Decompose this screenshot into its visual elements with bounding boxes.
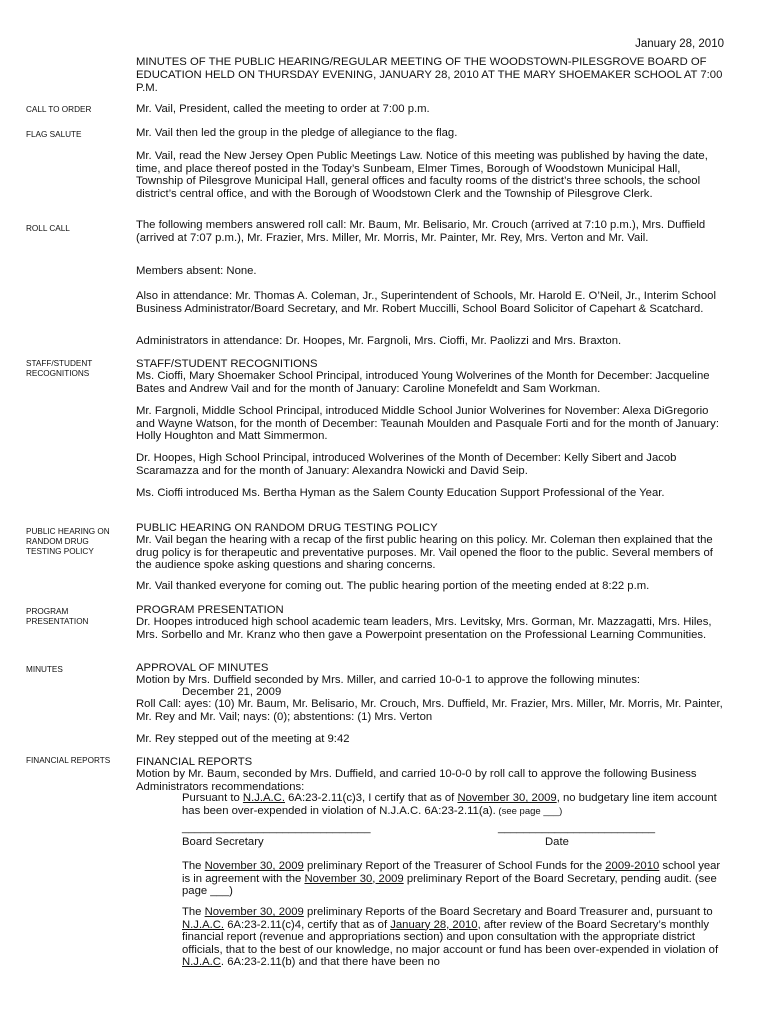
side-label-hearing: PUBLIC HEARING ON RANDOM DRUG TESTING POLICY	[26, 527, 110, 556]
staff-heading: STAFF/STUDENT RECOGNITIONS	[136, 358, 318, 370]
meeting-date: January 28, 2010	[635, 38, 724, 50]
side-label-minutes: MINUTES	[26, 665, 63, 674]
also-attendance-text: Also in attendance: Mr. Thomas A. Coleman, Jr., Superintendent of Schools, Mr. Harold E. O’Neil, Jr., Interim School Business Administrator/Board Secretary, and Mr. Robert Muccilli, School Board Solicitor of Capehart & Scatchard.	[136, 290, 716, 315]
side-label-call-to-order: CALL TO ORDER	[26, 105, 92, 114]
hearing-paragraph-2: Mr. Vail thanked everyone for coming out. The public hearing portion of the meeting ended at 8:22 p.m.	[136, 580, 650, 592]
minutes-roll-call: Roll Call: ayes: (10) Mr. Baum, Mr. Belisario, Mr. Crouch, Mrs. Duffield, Mr. Frazier, Mrs. Miller, Mr. Morris, Mr. Painter, Mr. Rey and Mr. Vail; nays: (0); abstentions: (1) Mrs. Verton	[136, 698, 723, 723]
program-paragraph: Dr. Hoopes introduced high school academic team leaders, Mrs. Levitsky, Mrs. Gorman, Mr. Mazzagatti, Mrs. Hiles, Mrs. Sorbello and Mr. Kranz who then gave a Powerpoint presentation on the Professional Learning Communities.	[136, 616, 712, 641]
hearing-heading: PUBLIC HEARING ON RANDOM DRUG TESTING POLICY	[136, 522, 438, 534]
rey-stepped-out: Mr. Rey stepped out of the meeting at 9:42	[136, 733, 350, 745]
treasurer-report-paragraph: The November 30, 2009 preliminary Report of the Treasurer of School Funds for the 2009-2010 school year is in agreement with the November 30, 2009 preliminary Report of the Board Secretary, pending audit. (see page ___)	[182, 860, 721, 897]
open-meetings-text: Mr. Vail, read the New Jersey Open Public Meetings Law. Notice of this meeting was published by having the date, time, and place thereof posted in the Today’s Sunbeam, Elmer Times, Borough of Woodstown Municipal Hall, Township of Pilesgrove Municipal Hall, general offices and faculty rooms of the district’s three schools, the school district’s central office, and with the Borough of Woodstown Clerk and the Township of Pilesgrove Clerk.	[136, 150, 708, 200]
minutes-date: December 21, 2009	[182, 686, 282, 698]
hearing-paragraph-1: Mr. Vail began the hearing with a recap of the first public hearing on this policy. Mr. Coleman then explained that the drug policy is for therapeutic and preventative purposes. Mr. Vail opened the floor to the public. Several members of the audience spoke asking questions and sharing concerns.	[136, 534, 713, 571]
document-title: MINUTES OF THE PUBLIC HEARING/REGULAR MEETING OF THE WOODSTOWN-PILESGROVE BOARD OF EDUCATION HELD ON THURSDAY EVENING, JANUARY 28, 2010 AT THE MARY SHOEMAKER SCHOOL AT 7:00 P.M.	[136, 56, 723, 94]
secretary-treasurer-report-paragraph: The November 30, 2009 preliminary Reports of the Board Secretary and Board Treasurer and, pursuant to N.J.A.C. 6A:23-2.11(c)4, certify that as of January 28, 2010, after review of the Board Secretary’s monthly financial report (revenue and appropriations section) and upon consultation with the appropriate district officials, that to the best of our knowledge, no major account or fund has been over-expended in violation of N.J.A.C. 6A:23-2.11(b) and that there have been no	[182, 906, 719, 968]
side-label-financial: FINANCIAL REPORTS	[26, 756, 111, 765]
financial-heading: FINANCIAL REPORTS	[136, 756, 253, 768]
financial-motion: Motion by Mr. Baum, seconded by Mrs. Duffield, and carried 10-0-0 by roll call to approve the following Business Administrators recommendations:	[136, 768, 697, 793]
board-secretary-label: Board Secretary	[182, 836, 264, 848]
program-heading: PROGRAM PRESENTATION	[136, 604, 284, 616]
side-label-program: PROGRAM PRESENTATION	[26, 607, 89, 626]
date-signature-line: _________________________	[498, 822, 656, 834]
date-label: Date	[545, 836, 569, 848]
side-label-staff: STAFF/STUDENT RECOGNITIONS	[26, 359, 93, 378]
staff-paragraph-1: Ms. Cioffi, Mary Shoemaker School Principal, introduced Young Wolverines of the Month for December: Jacqueline Bates and Andrew Vail and for the month of January: Caroline Monefeldt and Sam Workman.	[136, 370, 710, 395]
flag-salute-text: Mr. Vail then led the group in the pledge of allegiance to the flag.	[136, 127, 458, 139]
board-secretary-signature-line: ______________________________	[182, 822, 371, 834]
roll-call-text: The following members answered roll call: Mr. Baum, Mr. Belisario, Mr. Crouch (arrived at 7:10 p.m.), Mrs. Duffield (arrived at 7:07 p.m.), Mr. Frazier, Mrs. Miller, Mr. Morris, Mr. Painter, Mr. Rey, Mrs. Verton and Mr. Vail.	[136, 219, 706, 244]
staff-paragraph-2: Mr. Fargnoli, Middle School Principal, introduced Middle School Junior Wolverines for November: Alexa DiGregorio and Wayne Watson, for the month of December: Teaunah Moulden and Pasquale Forti and for the month of January: Holly Houghton and Matt Simmermon.	[136, 405, 719, 442]
staff-paragraph-3: Dr. Hoopes, High School Principal, introduced Wolverines of the Month of December: Kelly Sibert and Jacob Scaramazza and for the month of January: Alexandra Nowicki and David Seip.	[136, 452, 677, 477]
call-to-order-text: Mr. Vail, President, called the meeting to order at 7:00 p.m.	[136, 103, 430, 115]
side-label-roll-call: ROLL CALL	[26, 224, 70, 233]
members-absent-text: Members absent: None.	[136, 265, 257, 277]
staff-paragraph-4: Ms. Cioffi introduced Ms. Bertha Hyman as the Salem County Education Support Professional of the Year.	[136, 487, 665, 499]
side-label-flag-salute: FLAG SALUTE	[26, 130, 82, 139]
financial-certification-1: Pursuant to N.J.A.C. 6A:23-2.11(c)3, I certify that as of November 30, 2009, no budgetary line item account has been over-expended in violation of N.J.A.C. 6A:23-2.11(a). (see page ___)	[182, 792, 717, 817]
minutes-heading: APPROVAL OF MINUTES	[136, 662, 269, 674]
minutes-motion: Motion by Mrs. Duffield seconded by Mrs. Miller, and carried 10-0-1 to approve the following minutes:	[136, 674, 640, 686]
administrators-text: Administrators in attendance: Dr. Hoopes, Mr. Fargnoli, Mrs. Cioffi, Mr. Paolizzi and Mrs. Braxton.	[136, 335, 622, 347]
